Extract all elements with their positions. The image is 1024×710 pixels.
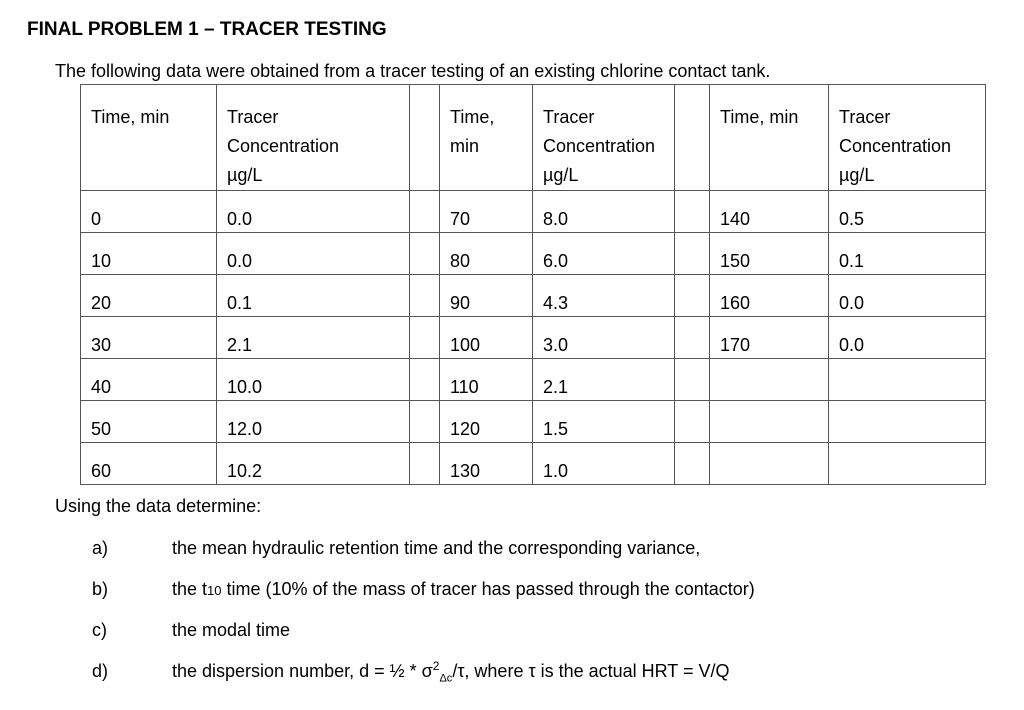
- table-cell: 8.0: [533, 191, 675, 233]
- table-row: [81, 275, 986, 317]
- table-row: [81, 359, 986, 401]
- spacer-cell: [675, 85, 710, 191]
- spacer-cell: [675, 191, 710, 233]
- header-time-3: Time, min: [710, 85, 829, 191]
- table-cell: [829, 359, 986, 401]
- spacer-cell: [675, 443, 710, 485]
- table-row: [81, 401, 986, 443]
- header-tracer-1: Tracer Concentration µg/L: [217, 85, 410, 191]
- table-cell: 0.0: [217, 191, 410, 233]
- question-text: the modal time: [172, 620, 291, 640]
- table-cell: 90: [440, 275, 533, 317]
- table-cell: 140: [710, 191, 829, 233]
- spacer-cell: [675, 317, 710, 359]
- header-time-2: Time, min: [440, 85, 533, 191]
- table-cell: 10.0: [217, 359, 410, 401]
- table-cell: 100: [440, 317, 533, 359]
- table-cell: 12.0: [217, 401, 410, 443]
- table-cell: 0.0: [829, 317, 986, 359]
- table-cell: 130: [440, 443, 533, 485]
- table-cell: 0.5: [829, 191, 986, 233]
- header-time-1: Time, min: [81, 85, 217, 191]
- table-cell: 0: [81, 191, 217, 233]
- table-cell: 60: [81, 443, 217, 485]
- table-row: [81, 233, 986, 275]
- question-text: the t10 time (10% of the mass of tracer has passed through the contactor): [172, 579, 755, 599]
- table-cell: 80: [440, 233, 533, 275]
- header-tracer-2: Tracer Concentration µg/L: [533, 85, 675, 191]
- table-cell: [829, 443, 986, 485]
- tracer-data-table: [80, 84, 986, 485]
- question-label: a): [92, 538, 109, 558]
- table-row: [81, 191, 986, 233]
- table-cell: [829, 401, 986, 443]
- table-cell: 50: [81, 401, 217, 443]
- table-cell: 0.0: [217, 233, 410, 275]
- table-cell: 110: [440, 359, 533, 401]
- spacer-cell: [675, 275, 710, 317]
- spacer-cell: [410, 317, 440, 359]
- table-cell: 170: [710, 317, 829, 359]
- table-cell: 0.1: [829, 233, 986, 275]
- table-cell: [710, 443, 829, 485]
- table-row: [81, 317, 986, 359]
- table-cell: 160: [710, 275, 829, 317]
- table-header-row: [81, 85, 986, 191]
- header-tracer-3: Tracer Concentration µg/L: [829, 85, 986, 191]
- spacer-cell: [410, 85, 440, 191]
- table-cell: 40: [81, 359, 217, 401]
- table-cell: 10.2: [217, 443, 410, 485]
- spacer-cell: [675, 401, 710, 443]
- spacer-cell: [410, 359, 440, 401]
- question-label: c): [92, 620, 107, 640]
- question-text: the dispersion number, d = ½ * $\sigma^2_{\Delta c}/\tau$, where τ is the actual HRT = V/Q: [172, 659, 730, 685]
- spacer-cell: [675, 359, 710, 401]
- question-text: the mean hydraulic retention time and the corresponding variance,: [172, 538, 701, 558]
- table-cell: 0.0: [829, 275, 986, 317]
- spacer-cell: [410, 233, 440, 275]
- page-title: FINAL PROBLEM 1 – TRACER TESTING: [27, 19, 387, 40]
- question-label: d): [92, 661, 109, 681]
- spacer-cell: [410, 443, 440, 485]
- table-cell: 1.5: [533, 401, 675, 443]
- table-cell: [710, 401, 829, 443]
- table-cell: 3.0: [533, 317, 675, 359]
- table-cell: 4.3: [533, 275, 675, 317]
- table-cell: 120: [440, 401, 533, 443]
- table-cell: 0.1: [217, 275, 410, 317]
- table-cell: 1.0: [533, 443, 675, 485]
- table-cell: 2.1: [217, 317, 410, 359]
- table-cell: 2.1: [533, 359, 675, 401]
- question-label: b): [92, 579, 109, 599]
- table-cell: 150: [710, 233, 829, 275]
- spacer-cell: [675, 233, 710, 275]
- instructions-text: Using the data determine:: [55, 496, 262, 516]
- table-row: [81, 443, 986, 485]
- spacer-cell: [410, 275, 440, 317]
- spacer-cell: [410, 401, 440, 443]
- table-cell: 6.0: [533, 233, 675, 275]
- table-cell: 30: [81, 317, 217, 359]
- table-cell: 20: [81, 275, 217, 317]
- table-cell: 10: [81, 233, 217, 275]
- table-cell: 70: [440, 191, 533, 233]
- intro-text: The following data were obtained from a tracer testing of an existing chlorine contact tank.: [55, 61, 771, 81]
- table-cell: [710, 359, 829, 401]
- spacer-cell: [410, 191, 440, 233]
